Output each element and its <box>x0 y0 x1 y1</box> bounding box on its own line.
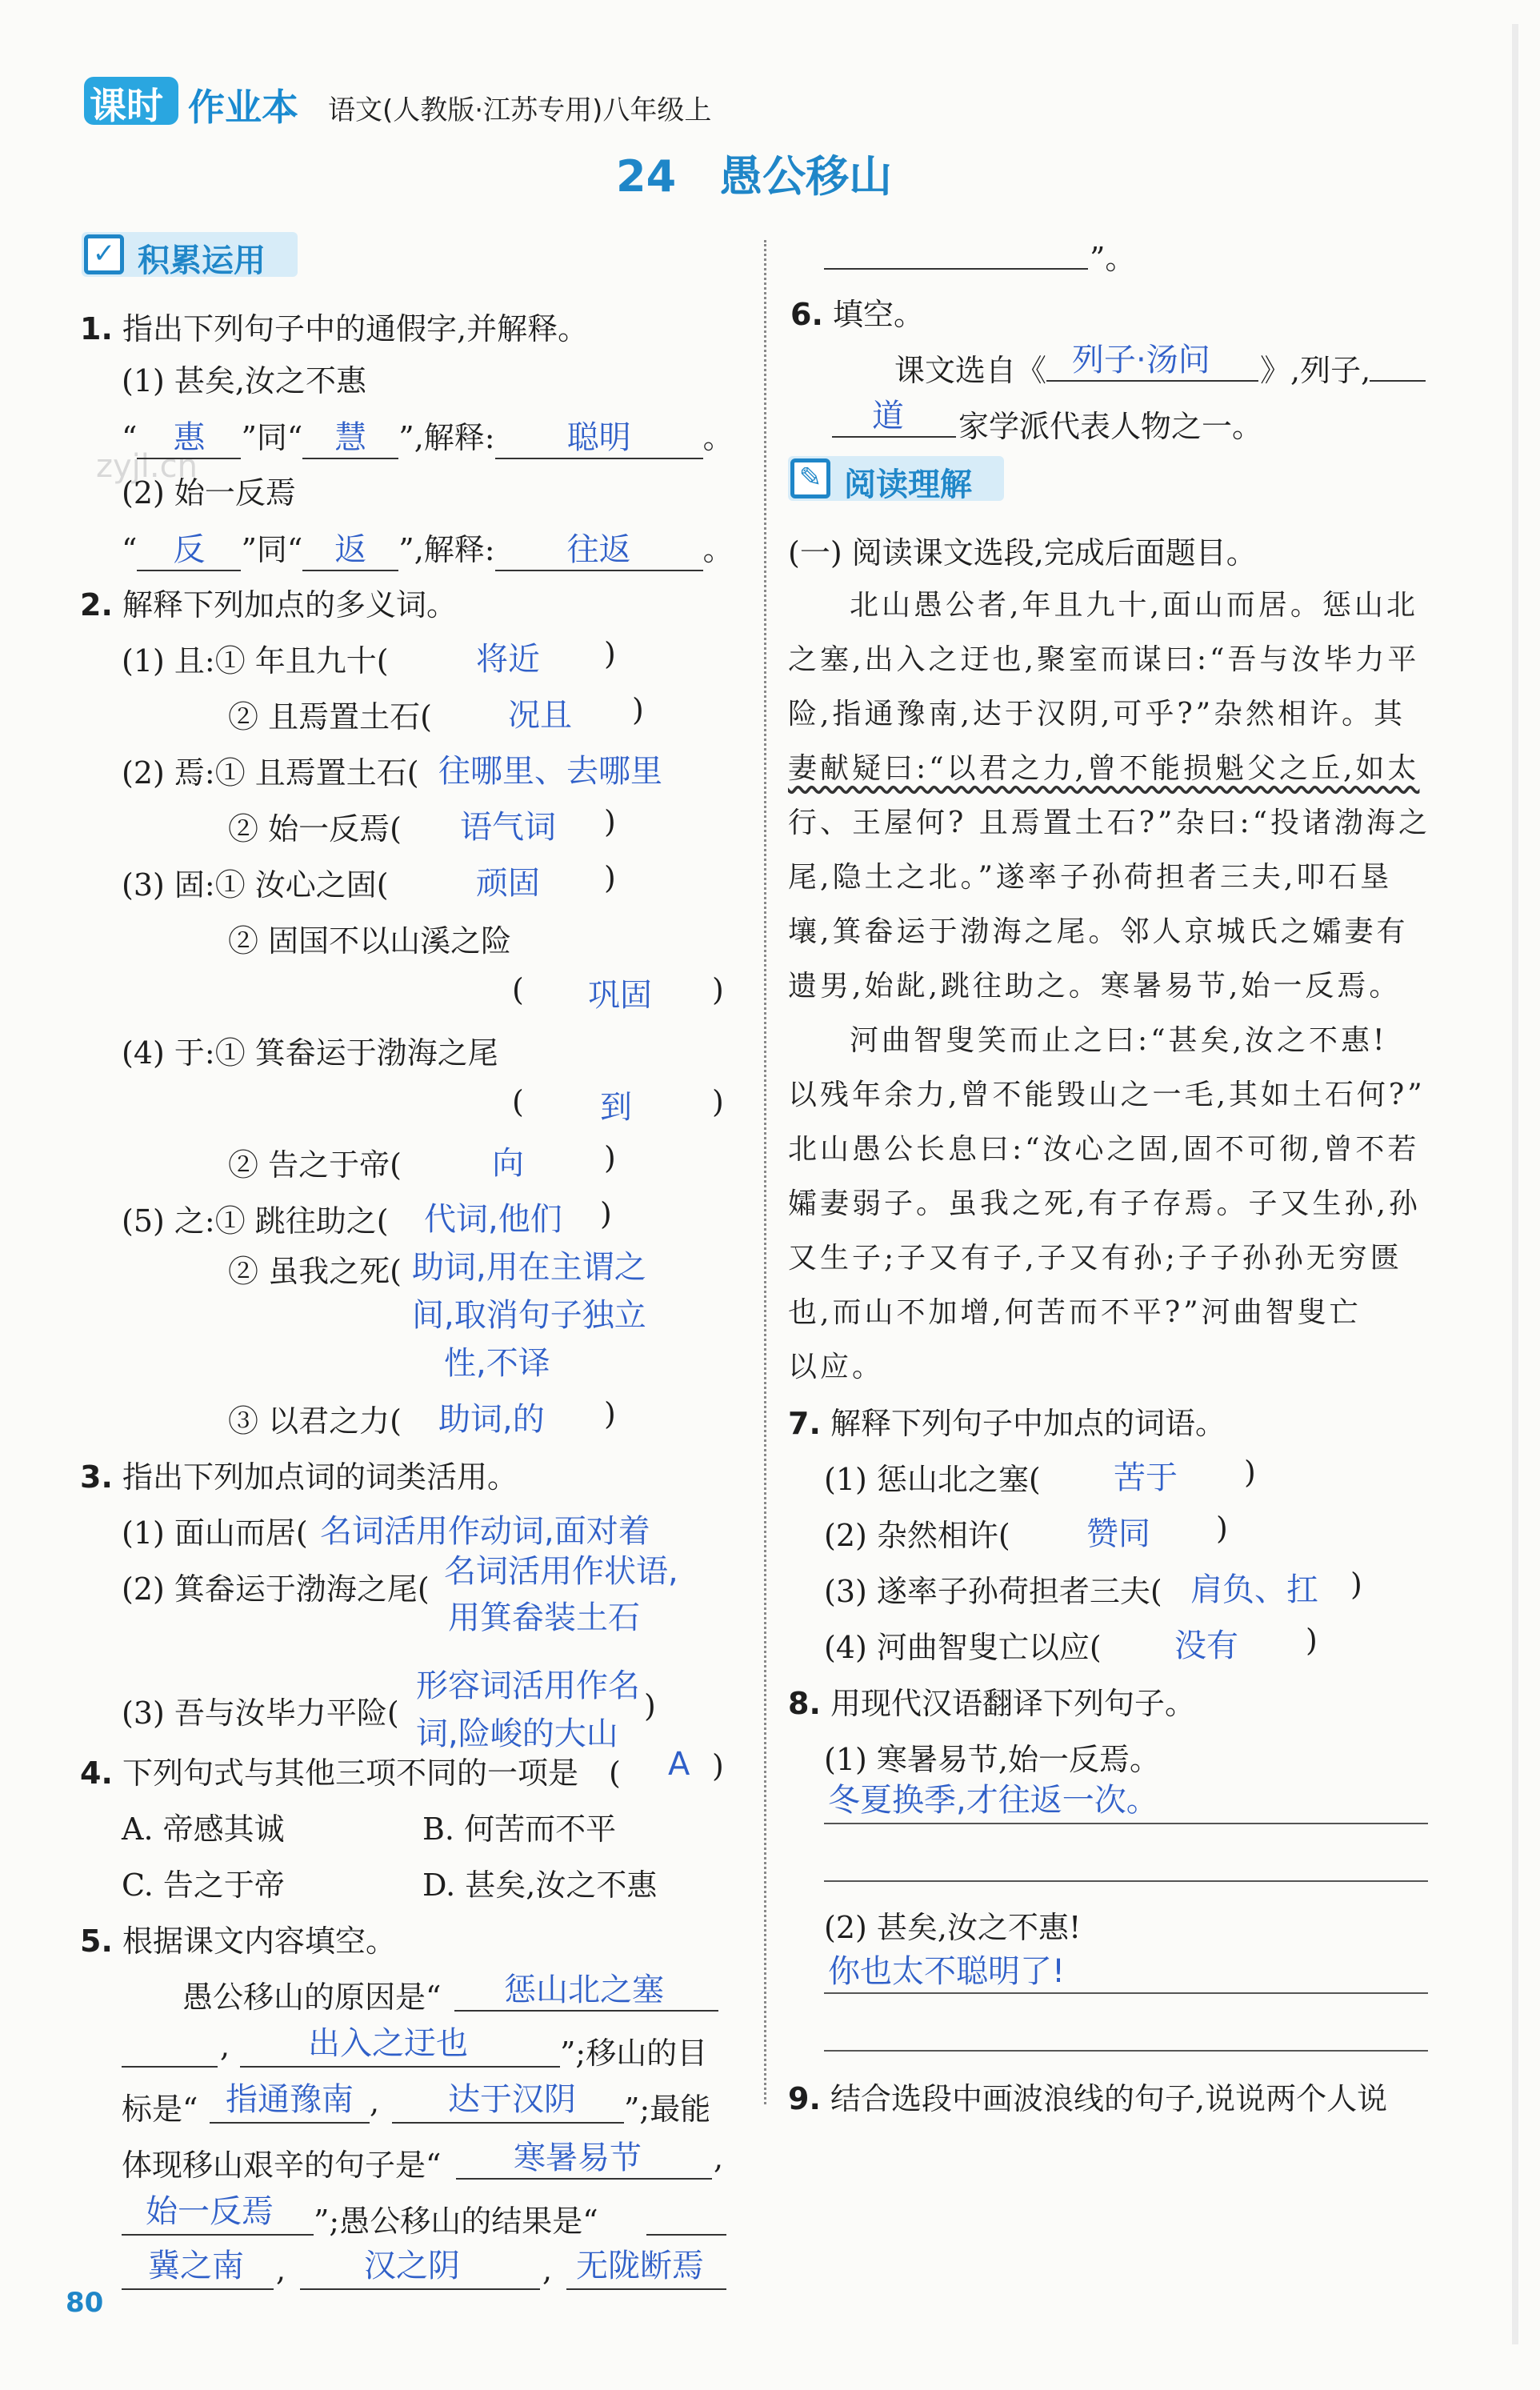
q2-answer-7: 到 <box>600 1089 632 1126</box>
q8-s1: (1) 寒暑易节,始一反焉。 <box>824 1742 1160 1777</box>
q7-close-4: ) <box>1306 1623 1318 1658</box>
q2-answer-6: 巩固 <box>588 977 652 1014</box>
q5-t2: ”;移山的目 <box>560 2036 708 2071</box>
q2-close-9: ) <box>600 1196 612 1231</box>
passage-line-4: 妻献疑曰:“以君之力,曾不能损魁父之丘,如太 <box>788 752 1420 785</box>
q8-line-1 <box>824 1823 1428 1824</box>
q2: 2. 解释下列加点的多义词。 <box>80 587 457 623</box>
q4-answer: A <box>668 1746 690 1783</box>
q6-line-2a <box>1370 380 1426 382</box>
passage-line-10: 以残年余力,曾不能毁山之一毛,其如土石何?” <box>788 1079 1426 1111</box>
q1-s2: (2) 始一反焉 <box>122 475 296 510</box>
q8-line-2 <box>824 1880 1428 1882</box>
q3-s2: (2) 箕畚运于渤海之尾( <box>122 1571 430 1607</box>
q5-t1: 愚公移山的原因是“ <box>182 1980 442 2015</box>
q7-item-3: (3) 遂率子孙荷担者三夫( <box>824 1574 1162 1609</box>
q5-comma-5: , <box>542 2252 553 2288</box>
passage-line-11: 北山愚公长息曰:“汝心之固,固不可彻,曾不若 <box>788 1133 1420 1166</box>
q5-comma-2: , <box>370 2084 380 2120</box>
q5: 5. 根据课文内容填空。 <box>80 1924 396 1959</box>
passage-line-6: 尾,隐土之北。”遂率子孙荷担者三夫,叩石垦 <box>788 861 1393 894</box>
q7-answer-2: 赞同 <box>1086 1515 1150 1552</box>
q5-line-4 <box>392 2122 624 2124</box>
q4-option-a: A. 帝感其诚 <box>122 1812 285 1847</box>
brand-name: 作业本 <box>188 86 298 129</box>
q4-option-c: C. 告之于帝 <box>122 1868 285 1903</box>
passage-line-1: 北山愚公者,年且九十,面山而居。惩山北 <box>850 589 1418 622</box>
passage-line-9: 河曲智叟笑而止之曰:“甚矣,汝之不惠! <box>850 1024 1388 1057</box>
q7-item-1: (1) 惩山北之塞( <box>824 1462 1041 1497</box>
passage-line-15: 以应。 <box>788 1351 885 1383</box>
q5-line-8 <box>300 2288 540 2290</box>
q5-line-6b <box>646 2234 726 2236</box>
q2-item-8: ② 告之于帝( <box>228 1147 402 1183</box>
q3-answer-2b: 用箕畚装土石 <box>448 1599 640 1636</box>
q5-answer-7: 冀之南 <box>148 2248 244 2284</box>
section-title-reading: 阅读理解 <box>844 466 972 503</box>
q6-t1: 课文选自《 <box>894 353 1047 388</box>
q4-option-b: B. 何苦而不平 <box>422 1812 617 1847</box>
q9: 9. 结合选段中画波浪线的句子,说说两个人说 <box>788 2081 1388 2116</box>
q2-item-7: (4) 于:① 箕畚运于渤海之尾 <box>122 1035 498 1071</box>
q5-line-1 <box>454 2010 718 2012</box>
q2-answer-10-cont2: 性,不译 <box>444 1345 550 1382</box>
q8-s2: (2) 甚矣,汝之不惠! <box>824 1910 1082 1945</box>
q8-line-4 <box>824 2050 1428 2052</box>
reading-intro: (一) 阅读课文选段,完成后面题目。 <box>788 535 1257 570</box>
q2-close-4: ) <box>604 804 616 839</box>
q5-line-9-cont <box>824 268 1088 270</box>
q2-item-1: (1) 且:① 年且九十( <box>122 643 389 679</box>
brand-logo-text: 课时 <box>90 84 163 127</box>
q2-item-3: (2) 焉:① 且焉置土石( <box>122 755 419 791</box>
checkmark-icon: ✓ <box>84 234 124 274</box>
subject-label: 语文(人教版·江苏专用)八年级上 <box>328 94 712 126</box>
q5-t6: ”;愚公移山的结果是“ <box>314 2204 598 2239</box>
q1: 1. 指出下列句子中的通假字,并解释。 <box>80 311 589 346</box>
q5-answer-9: 无陇断焉 <box>576 2248 704 2284</box>
passage-line-14: 也,而山不加增,何苦而不平?”河曲智叟亡 <box>788 1296 1362 1329</box>
q5-comma-1: , <box>220 2028 230 2064</box>
q3-s3: (3) 吾与汝毕力平险( <box>122 1695 399 1731</box>
q5-answer-4: 达于汉阴 <box>448 2081 576 2118</box>
q6: 6. 填空。 <box>790 297 924 332</box>
q5-answer-5: 寒暑易节 <box>514 2140 642 2176</box>
q2-item-2: ② 且焉置土石( <box>228 699 432 735</box>
q5-comma-3: , <box>714 2140 724 2176</box>
column-divider <box>764 240 766 2104</box>
q6-t3: 家学派代表人物之一。 <box>958 409 1263 444</box>
q1-s1: (1) 甚矣,汝之不惠 <box>122 363 366 398</box>
q2-item-11: ③ 以君之力( <box>228 1403 402 1439</box>
q6-line-1 <box>1046 380 1258 382</box>
q8-answer-2: 你也太不聪明了! <box>828 1953 1066 1990</box>
q2-answer-10: 助词,用在主谓之 <box>412 1249 646 1286</box>
passage-line-7: 壤,箕畚运于渤海之尾。邻人京城氏之孀妻有 <box>788 915 1409 948</box>
q7-answer-4: 没有 <box>1174 1627 1238 1664</box>
q2-close-5: ) <box>604 860 616 895</box>
q5-line-6 <box>122 2234 314 2236</box>
q4-close: ) <box>712 1748 724 1783</box>
pencil-icon: ✎ <box>790 458 830 498</box>
q5-answer-3: 指通豫南 <box>226 2081 354 2118</box>
q2-answer-9: 代词,他们 <box>424 1201 562 1238</box>
q2-open-6: ( <box>512 972 524 1007</box>
q2-answer-11: 助词,的 <box>438 1401 545 1438</box>
passage-line-13: 又生子;子又有子,子又有孙;子子孙孙无穷匮 <box>788 1242 1402 1275</box>
q5-line-3 <box>210 2122 370 2124</box>
q5-line-7 <box>122 2288 274 2290</box>
q1-s1-answer-line: “ 惠 ”同“ 慧 ”,解释: 聪明 。 <box>122 412 734 459</box>
page-edge <box>1512 24 1518 2344</box>
q6-t2: 》,列子, <box>1260 353 1371 388</box>
q7-answer-1: 苦于 <box>1114 1459 1178 1496</box>
q3: 3. 指出下列加点词的词类活用。 <box>80 1459 518 1495</box>
q2-item-4: ② 始一反焉( <box>228 811 402 847</box>
passage-line-8: 遗男,始龀,跳往助之。寒暑易节,始一反焉。 <box>788 970 1402 1003</box>
q2-answer-2: 况且 <box>508 697 572 734</box>
q2-close-7: ) <box>712 1084 724 1119</box>
q2-answer-3: 往哪里、去哪里 <box>438 753 662 790</box>
passage-line-3: 险,指通豫南,达于汉阴,可乎?”杂然相许。其 <box>788 698 1406 731</box>
q5-line-2 <box>240 2066 560 2068</box>
q7-item-2: (2) 杂然相许( <box>824 1518 1010 1553</box>
q3-answer-3b: 词,险峻的大山 <box>416 1715 618 1752</box>
q2-item-5: (3) 固:① 汝心之固( <box>122 867 389 903</box>
q4: 4. 下列句式与其他三项不同的一项是 ( <box>80 1755 621 1791</box>
q8-line-3 <box>824 1992 1428 1994</box>
q4-option-d: D. 甚矣,汝之不惠 <box>422 1868 658 1903</box>
q2-close-11: ) <box>604 1396 616 1431</box>
q2-close-8: ) <box>604 1140 616 1175</box>
q2-close-1: ) <box>604 636 616 671</box>
q6-line-2 <box>832 436 956 438</box>
page-title: 24 愚公移山 <box>616 151 893 202</box>
passage-line-12: 孀妻弱子。虽我之死,有子存焉。子又生孙,孙 <box>788 1187 1421 1220</box>
section-title-accumulate: 积累运用 <box>138 242 266 279</box>
q3-s1: (1) 面山而居( <box>122 1515 308 1551</box>
q5-line-5 <box>456 2178 712 2180</box>
q5-answer-8: 汉之阴 <box>364 2248 460 2284</box>
passage-line-5: 行、王屋何? 且焉置土石?”杂曰:“投诸渤海之 <box>788 807 1430 839</box>
q2-item-9: (5) 之:① 跳往助之( <box>122 1203 389 1239</box>
q6-answer-2: 道 <box>872 398 904 434</box>
q5-answer-2: 出入之迂也 <box>308 2025 468 2062</box>
q3-answer-2a: 名词活用作状语, <box>444 1553 678 1590</box>
q1-s2-answer-line: “ 反 ”同“ 返 ”,解释: 往返 。 <box>122 524 734 571</box>
q7-answer-3: 肩负、扛 <box>1190 1571 1318 1608</box>
q3-answer-1: 名词活用作动词,面对着 <box>320 1513 650 1550</box>
q2-item-6: ② 固国不以山溪之险 <box>228 923 512 959</box>
q5-t4: ”;最能 <box>624 2092 711 2127</box>
q7-close-2: ) <box>1216 1511 1228 1546</box>
q2-item-10: ② 虽我之死( <box>228 1254 402 1289</box>
q8-answer-1: 冬夏换季,才往返一次。 <box>828 1782 1158 1819</box>
q5-line-1b <box>122 2066 218 2068</box>
q5-comma-4: , <box>276 2252 286 2288</box>
q2-answer-5: 顽固 <box>476 865 540 902</box>
q2-close-6: ) <box>712 972 724 1007</box>
q5-end-quote: ”。 <box>1090 241 1136 276</box>
q2-close-2: ) <box>632 692 644 727</box>
q2-answer-4: 语气词 <box>460 809 556 846</box>
q6-answer-1: 列子·汤问 <box>1072 342 1210 378</box>
q7: 7. 解释下列句子中加点的词语。 <box>788 1406 1226 1441</box>
q7-item-4: (4) 河曲智叟亡以应( <box>824 1630 1102 1665</box>
q5-answer-1: 惩山北之塞 <box>504 1972 664 2008</box>
q2-answer-10-cont1: 间,取消句子独立 <box>412 1297 646 1334</box>
q3-answer-3a: 形容词活用作名 <box>416 1667 640 1704</box>
q7-close-1: ) <box>1244 1455 1256 1490</box>
page-number: 80 <box>66 2287 104 2319</box>
q5-line-9 <box>566 2288 726 2290</box>
watermark: zyjl.cn <box>96 448 198 485</box>
q5-t3: 标是“ <box>122 2092 198 2127</box>
q8: 8. 用现代汉语翻译下列句子。 <box>788 1686 1195 1721</box>
q2-open-7: ( <box>512 1084 524 1119</box>
q2-answer-8: 向 <box>492 1145 524 1182</box>
q5-answer-6: 始一反焉 <box>146 2193 274 2230</box>
q7-close-3: ) <box>1350 1567 1362 1602</box>
passage-line-2: 之塞,出入之迂也,聚室而谋曰:“吾与汝毕力平 <box>788 643 1420 676</box>
q3-close-3: ) <box>644 1688 656 1723</box>
q2-answer-1: 将近 <box>476 641 540 678</box>
q5-t5: 体现移山艰辛的句子是“ <box>122 2148 442 2183</box>
